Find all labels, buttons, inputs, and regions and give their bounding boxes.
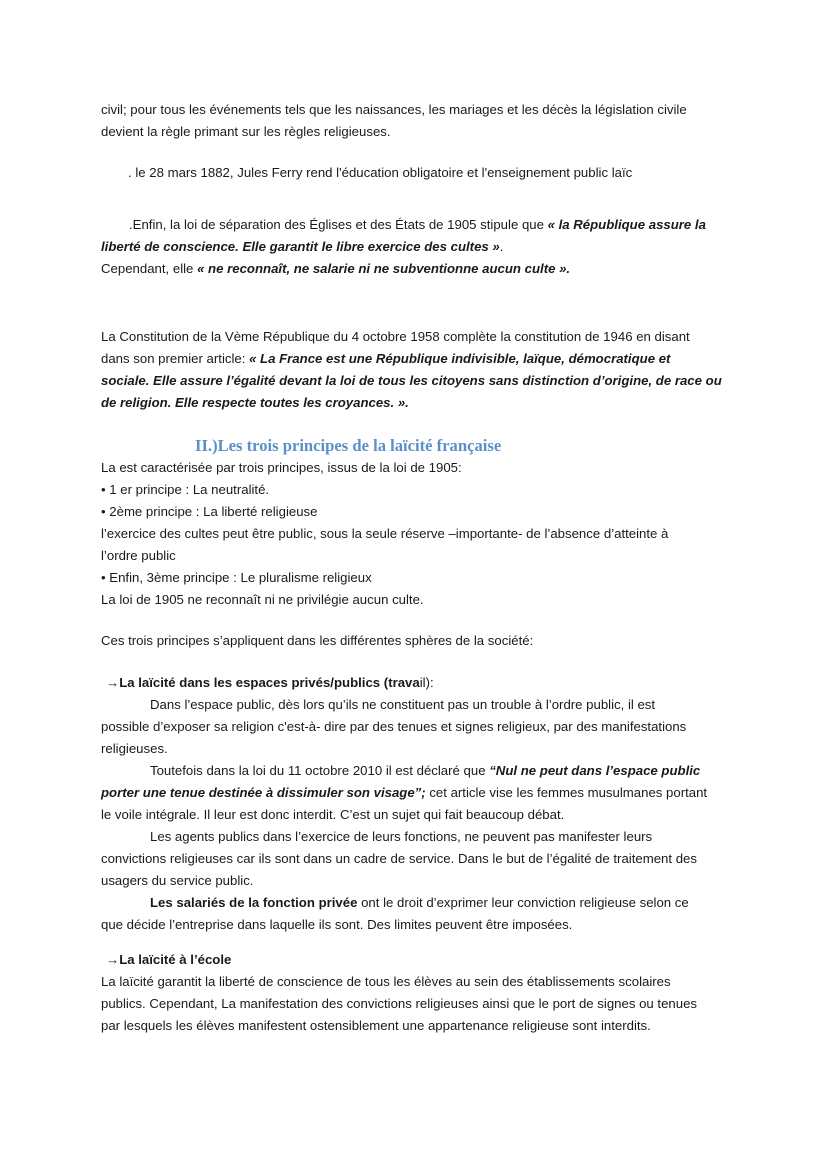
text-run: dans son premier article:	[101, 351, 250, 366]
text-run: il):	[419, 675, 434, 690]
text-line: La loi de 1905 ne reconnaît ni ne privilégie aucun culte.	[101, 592, 424, 607]
list-item: • 1 er principe : La neutralité.	[101, 482, 270, 497]
quote-text: sociale. Elle assure l’égalité devant la loi de tous les citoyens sans distinction d’origine, de race ou	[101, 373, 722, 388]
text-line: La est caractérisée par trois principes, issus de la loi de 1905:	[101, 460, 462, 475]
quote-text: liberté de conscience. Elle garantit le libre exercice des cultes »	[101, 239, 500, 254]
text-line: convictions religieuses car ils sont dans un cadre de service. Dans le but de l’égalité de traitement des	[101, 851, 697, 866]
text-line: le voile intégrale. Il leur est donc interdit. C’est un sujet qui fait beaucoup débat.	[101, 807, 565, 822]
paragraph-constitution	[101, 326, 731, 414]
quote-text: de religion. Elle respecte toutes les croyances. ».	[101, 395, 409, 410]
quote-text: « la République assure la	[547, 217, 706, 232]
text-line	[101, 392, 731, 414]
arrow-right-icon: →	[106, 952, 120, 967]
subsection-ecole	[101, 949, 731, 1037]
text-line	[101, 782, 731, 804]
list-item: • 2ème principe : La liberté religieuse	[101, 504, 318, 519]
bold-text: Les salariés de la fonction privée	[150, 895, 358, 910]
text-line: par lesquels les élèves manifestent ostensiblement une appartenance religieuse sont interdits.	[101, 1018, 651, 1033]
text-line	[101, 258, 731, 280]
text-line: civil; pour tous les événements tels que les naissances, les mariages et les décès la législation civile	[101, 102, 687, 117]
text-run: Cependant, elle	[101, 261, 198, 276]
text-run: .	[499, 239, 504, 254]
list-item: • Enfin, 3ème principe : Le pluralisme religieux	[101, 570, 372, 585]
text-line	[101, 348, 731, 370]
section-heading: II.)Les trois principes de la laïcité française	[195, 436, 502, 455]
text-line: Les agents publics dans l’exercice de leurs fonctions, ne peuvent pas manifester leurs	[150, 829, 653, 844]
text-line: La Constitution de la Vème République du 4 octobre 1958 complète la constitution de 1946 en disant	[101, 329, 690, 344]
spheres-intro	[101, 630, 731, 652]
text-run: .Enfin, la loi de séparation des Églises et des États de 1905 stipule que	[129, 217, 548, 232]
text-line	[101, 236, 731, 258]
paragraph-loi-1905	[101, 214, 731, 280]
quote-text: « La France est une République indivisible, laïque, démocratique et	[249, 351, 671, 366]
text-line: publics. Cependant, La manifestation des convictions religieuses ainsi que le port de signes ou tenues	[101, 996, 698, 1011]
subsection-heading	[101, 949, 731, 971]
text-line: l’exercice des cultes peut être public, sous la seule réserve –importante- de l’absence d’atteinte à	[101, 526, 669, 541]
heading-text: La laïcité à l’école	[119, 952, 232, 967]
text-line: l’ordre public	[101, 548, 176, 563]
paragraph-jules-ferry	[101, 162, 758, 184]
quote-text: porter une tenue destinée à dissimuler son visage”;	[101, 785, 426, 800]
text-line: possible d’exposer sa religion c'est-à- dire par des tenues et signes religieux, par des manifestations	[101, 719, 687, 734]
subsection-espaces	[101, 672, 731, 936]
text-line	[101, 214, 731, 236]
text-line: Dans l’espace public, dès lors qu’ils ne constituent pas un trouble à l’ordre public, il est	[150, 697, 656, 712]
text-line: Ces trois principes s’appliquent dans les différentes sphères de la société:	[101, 633, 534, 648]
text-line: que décide l’entreprise dans laquelle ils sont. Des limites peuvent être imposées.	[101, 917, 573, 932]
text-line: religieuses.	[101, 741, 168, 756]
text-line: devient la règle primant sur les règles religieuses.	[101, 124, 391, 139]
text-line	[101, 760, 731, 782]
subsection-heading	[101, 672, 731, 694]
text-line	[101, 892, 731, 914]
quote-text: “Nul ne peut dans l’espace public	[489, 763, 701, 778]
heading-text: La laïcité dans les espaces privés/publics (trava	[119, 675, 420, 690]
principles-list	[101, 457, 731, 611]
text-line	[101, 370, 731, 392]
text-run: ont le droit d’exprimer leur conviction religieuse selon ce	[357, 895, 689, 910]
text-run: cet article vise les femmes musulmanes portant	[425, 785, 708, 800]
text-line: . le 28 mars 1882, Jules Ferry rend l'éducation obligatoire et l'enseignement public laïc	[128, 165, 633, 180]
text-run: Toutefois dans la loi du 11 octobre 2010 il est déclaré que	[150, 763, 490, 778]
arrow-right-icon: →	[106, 675, 120, 690]
text-line: La laïcité garantit la liberté de conscience de tous les élèves au sein des établissements scolaires	[101, 974, 671, 989]
paragraph-civil	[101, 99, 731, 143]
quote-text: « ne reconnaît, ne salarie ni ne subventionne aucun culte ».	[197, 261, 571, 276]
text-line: usagers du service public.	[101, 873, 254, 888]
